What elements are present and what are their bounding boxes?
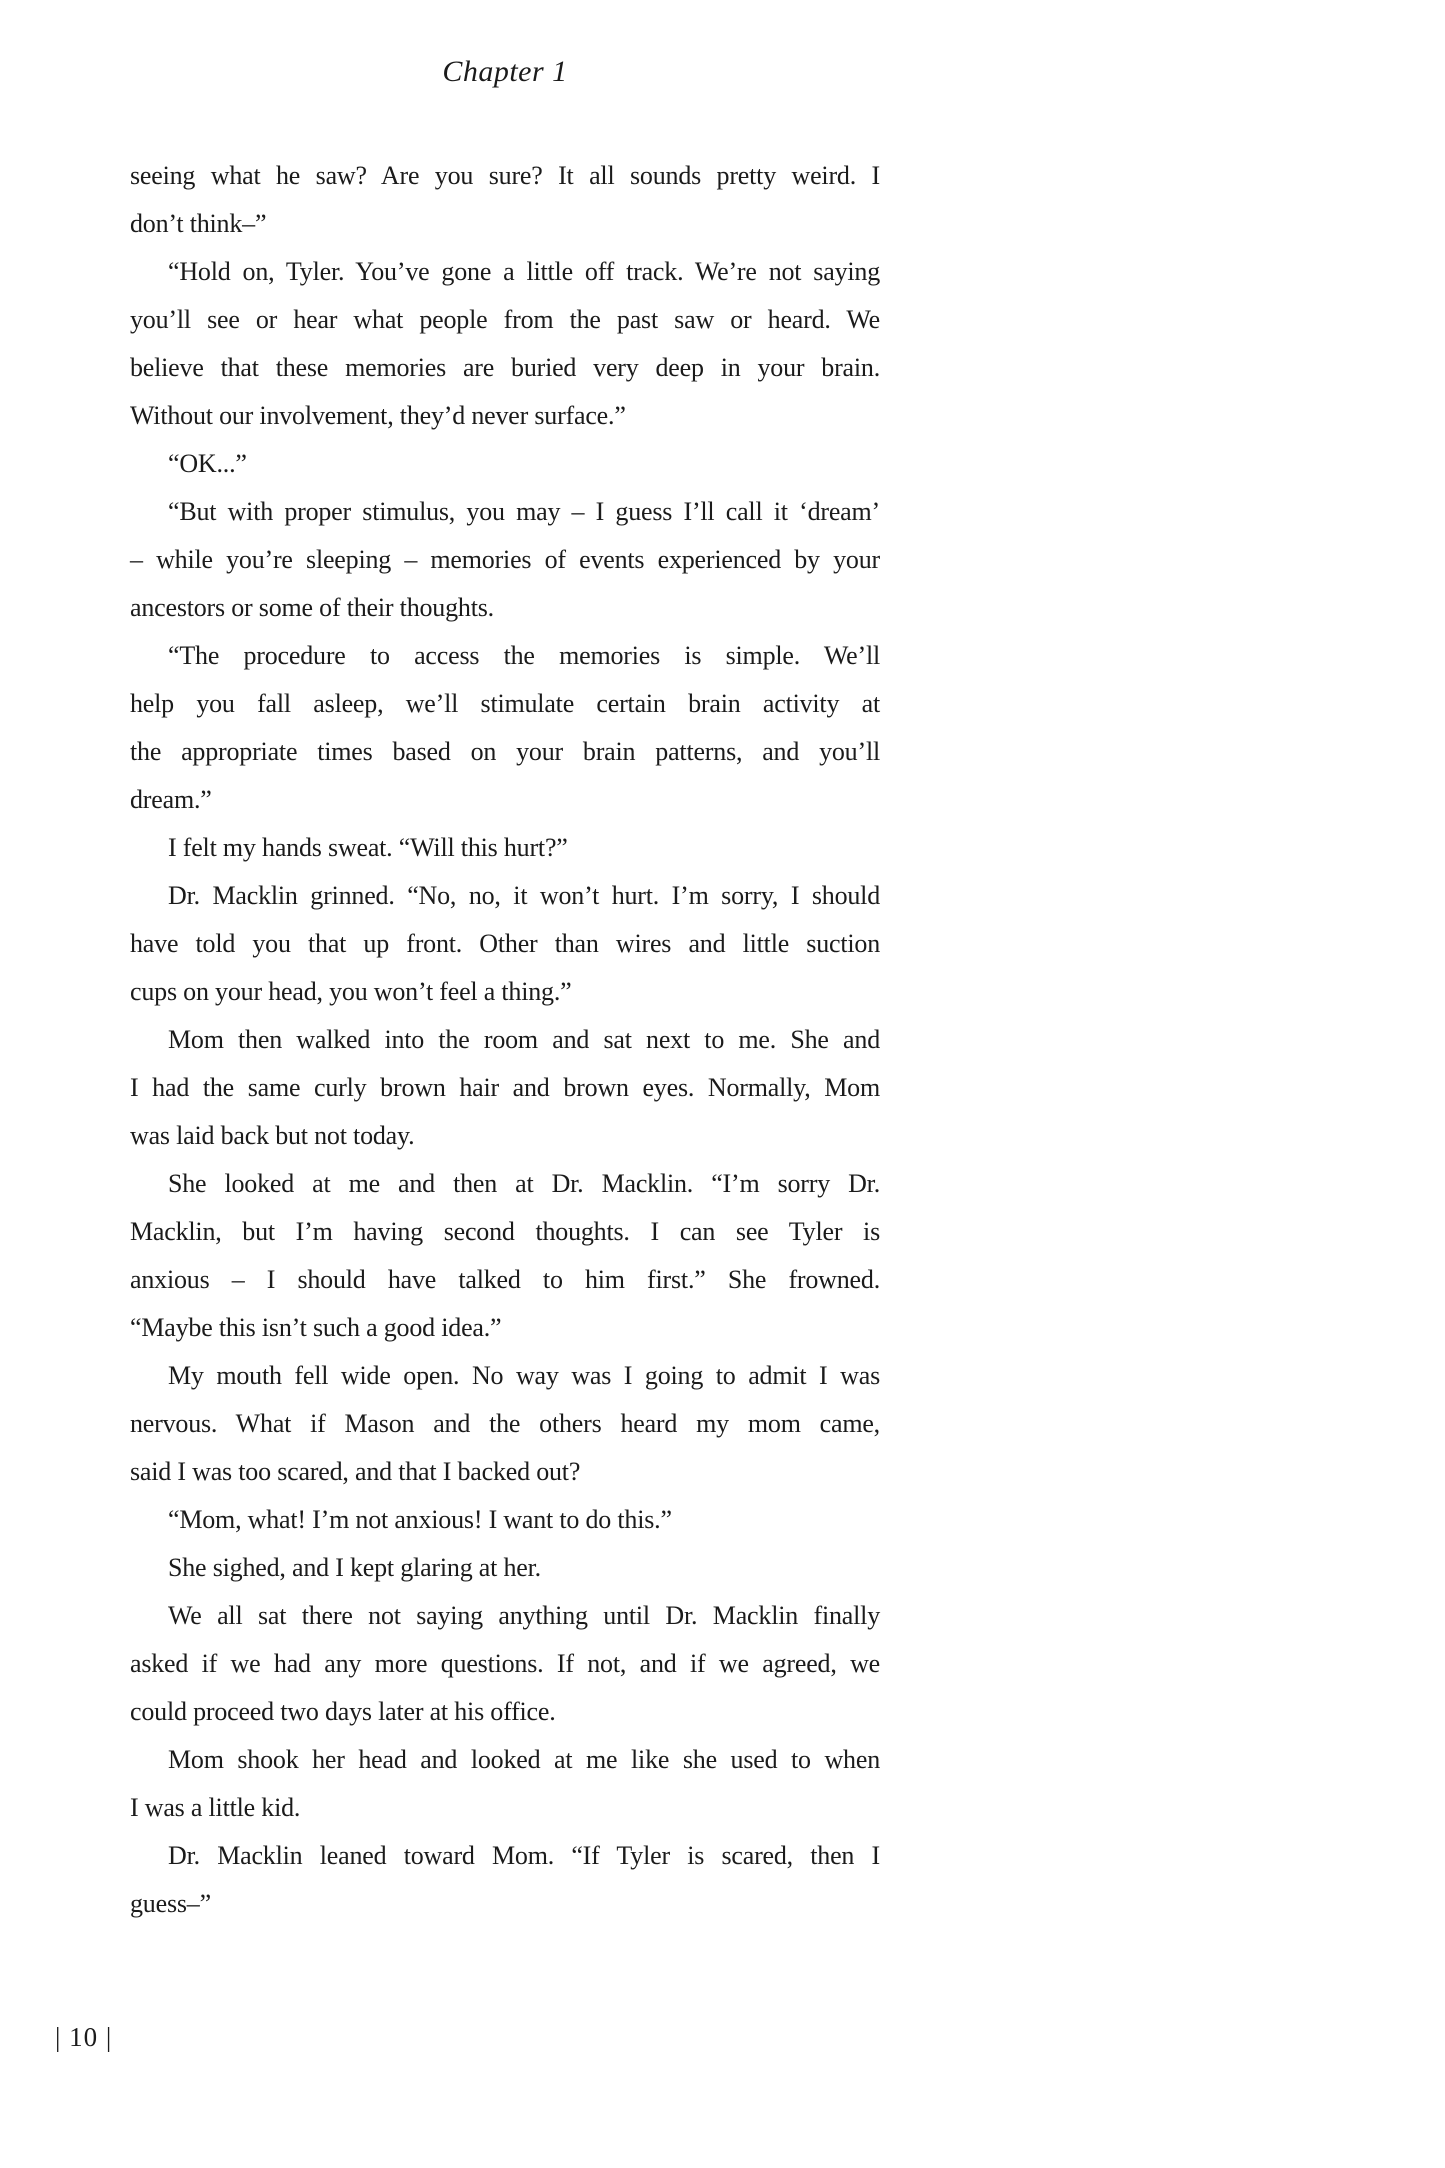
- text-line: “Maybe this isn’t such a good idea.”: [130, 1313, 502, 1342]
- text-line: anxious – I should have talked to him first.” She frowned.: [130, 1265, 880, 1294]
- text-line: Macklin, but I’m having second thoughts. I can see Tyler is: [130, 1217, 880, 1246]
- paragraph: [130, 632, 880, 824]
- paragraph: [130, 1352, 880, 1496]
- text-line: cups on your head, you won’t feel a thing.”: [130, 977, 572, 1006]
- text-line: Mom shook her head and looked at me like she used to when: [168, 1745, 880, 1774]
- text-line: Mom then walked into the room and sat next to me. She and: [168, 1025, 880, 1054]
- paragraph: [130, 1496, 880, 1544]
- paragraph: [130, 824, 880, 872]
- text-line: seeing what he saw? Are you sure? It all sounds pretty weird. I: [130, 161, 880, 190]
- page-number: | 10 |: [55, 2022, 113, 2052]
- text-line: – while you’re sleeping – memories of events experienced by your: [130, 545, 880, 574]
- paragraph: [130, 1016, 880, 1160]
- text-line: “Hold on, Tyler. You’ve gone a little off track. We’re not saying: [168, 257, 880, 286]
- paragraph: [130, 440, 880, 488]
- text-line: don’t think–”: [130, 209, 267, 238]
- text-line: Dr. Macklin leaned toward Mom. “If Tyler is scared, then I: [168, 1841, 880, 1870]
- text-line: She looked at me and then at Dr. Macklin. “I’m sorry Dr.: [168, 1169, 880, 1198]
- text-line: “The procedure to access the memories is simple. We’ll: [168, 641, 880, 670]
- text-line: I felt my hands sweat. “Will this hurt?”: [168, 833, 568, 862]
- text-line: dream.”: [130, 785, 212, 814]
- paragraph: [130, 1736, 880, 1832]
- text-line: Without our involvement, they’d never surface.”: [130, 401, 626, 430]
- chapter-heading: Chapter 1: [442, 55, 568, 88]
- text-line: asked if we had any more questions. If not, and if we agreed, we: [130, 1649, 880, 1678]
- text-line: you’ll see or hear what people from the past saw or heard. We: [130, 305, 880, 334]
- text-line: said I was too scared, and that I backed out?: [130, 1457, 581, 1486]
- text-line: “OK...”: [168, 449, 247, 478]
- text-line: the appropriate times based on your brain patterns, and you’ll: [130, 737, 880, 766]
- text-line: guess–”: [130, 1889, 211, 1918]
- text-line: believe that these memories are buried very deep in your brain.: [130, 353, 880, 382]
- text-line: I was a little kid.: [130, 1793, 301, 1822]
- paragraph: [130, 1832, 880, 1928]
- paragraph: [130, 152, 880, 248]
- text-line: ancestors or some of their thoughts.: [130, 593, 494, 622]
- paragraph: [130, 1160, 880, 1352]
- paragraph: [130, 1592, 880, 1736]
- paragraph: [130, 872, 880, 1016]
- text-line: “Mom, what! I’m not anxious! I want to do this.”: [168, 1505, 672, 1534]
- text-line: could proceed two days later at his office.: [130, 1697, 556, 1726]
- text-line: She sighed, and I kept glaring at her.: [168, 1553, 541, 1582]
- text-line: I had the same curly brown hair and brown eyes. Normally, Mom: [130, 1073, 880, 1102]
- text-line: Dr. Macklin grinned. “No, no, it won’t hurt. I’m sorry, I should: [168, 881, 880, 910]
- text-line: help you fall asleep, we’ll stimulate certain brain activity at: [130, 689, 880, 718]
- text-line: “But with proper stimulus, you may – I guess I’ll call it ‘dream’: [168, 497, 880, 526]
- text-line: nervous. What if Mason and the others heard my mom came,: [130, 1409, 880, 1438]
- text-line: My mouth fell wide open. No way was I going to admit I was: [168, 1361, 880, 1390]
- text-line: We all sat there not saying anything until Dr. Macklin finally: [168, 1601, 880, 1630]
- paragraph: [130, 488, 880, 632]
- text-line: was laid back but not today.: [130, 1121, 415, 1150]
- paragraph: [130, 1544, 880, 1592]
- paragraph: [130, 248, 880, 440]
- text-line: have told you that up front. Other than wires and little suction: [130, 929, 880, 958]
- body-text: [130, 152, 880, 1928]
